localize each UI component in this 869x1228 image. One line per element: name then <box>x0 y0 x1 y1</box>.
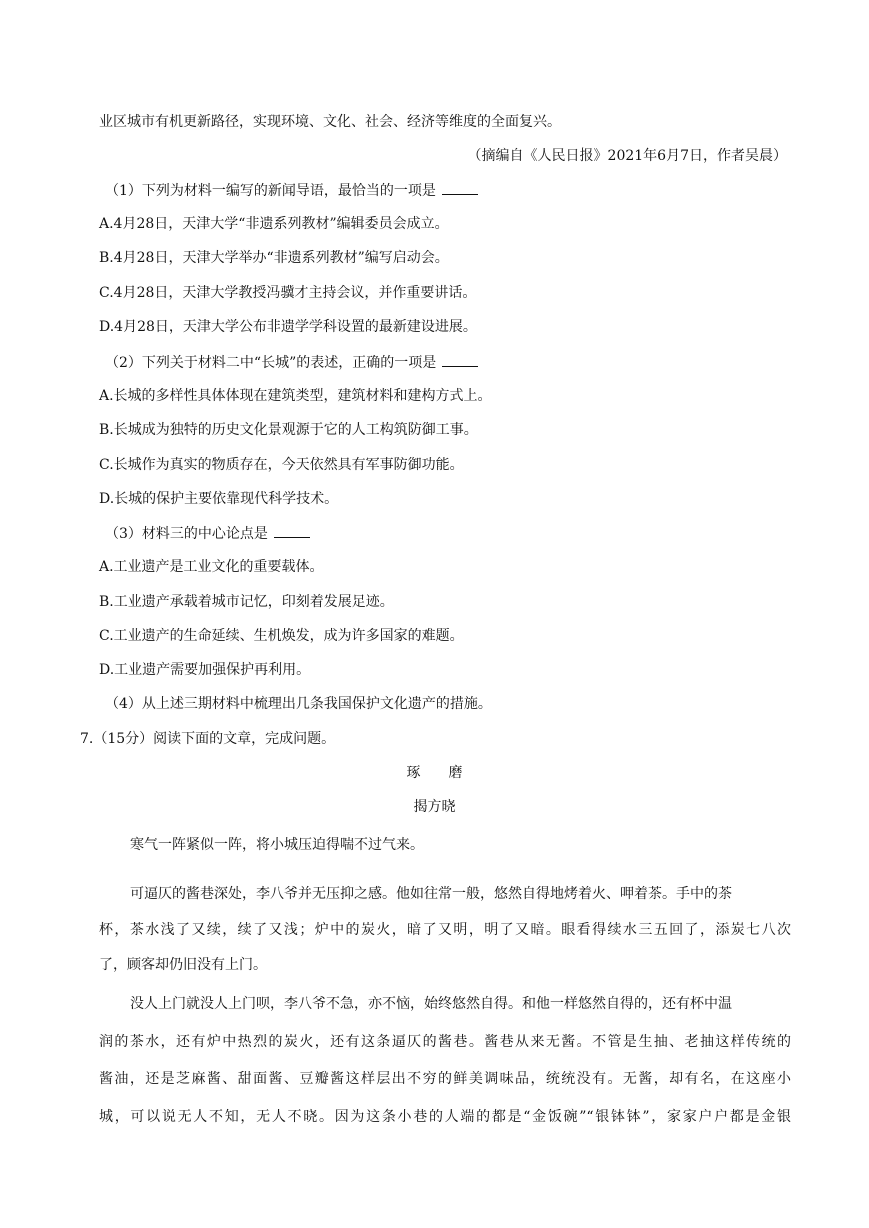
question-3-option-c: C.工业遗产的生命延续、生机焕发，成为许多国家的难题。 <box>99 628 464 644</box>
question-1-option-a: A.4月28日，天津大学“非遗系列教材”编辑委员会成立。 <box>99 216 449 232</box>
article-paragraph-line: 润的茶水，还有炉中热烈的炭火，还有这条逼仄的酱巷。酱巷从来无酱。不管是生抽、老抽这样传统的 <box>99 1034 791 1050</box>
question-1-stem <box>105 180 478 201</box>
article-paragraph-line: 可逼仄的酱巷深处，李八爷并无压抑之感。他如往常一般，悠然自得地烤着火、呷着茶。手中的茶 <box>130 886 732 902</box>
article-paragraph-line: 寒气一阵紧似一阵，将小城压迫得喘不过气来。 <box>130 837 424 853</box>
question-2-option-d: D.长城的保护主要依靠现代科学技术。 <box>99 491 339 507</box>
question-1-option-b: B.4月28日，天津大学举办“非遗系列教材”编写启动会。 <box>99 250 449 266</box>
question-3-option-b: B.工业遗产承载着城市记忆，印刻着发展足迹。 <box>99 594 394 610</box>
article-paragraph-line: 杯，茶水浅了又续，续了又浅；炉中的炭火，暗了又明，明了又暗。眼看得续水三五回了，添炭七八次 <box>99 922 791 938</box>
question-stem-text: （1）下列为材料一编写的新闻导语，最恰当的一项是 <box>105 183 436 199</box>
article-author: 揭方晓 <box>413 799 456 815</box>
question-3-option-d: D.工业遗产需要加强保护再利用。 <box>99 662 311 678</box>
question-stem-text: （2）下列关于材料二中“长城”的表述，正确的一项是 <box>105 355 437 371</box>
source-citation: （摘编自《人民日报》2021年6月7日，作者吴晨） <box>467 148 787 164</box>
article-paragraph-line: 了，顾客却仍旧没有上门。 <box>99 957 267 973</box>
question-2-stem <box>105 352 478 373</box>
question-2-option-a: A.长城的多样性具体体现在建筑类型，建筑材料和建构方式上。 <box>99 388 492 404</box>
answer-blank <box>274 523 310 538</box>
article-title: 琢 磨 <box>406 765 463 781</box>
question-stem-text: （3）材料三的中心论点是 <box>105 526 268 542</box>
question-1-option-d: D.4月28日，天津大学公布非遗学学科设置的最新建设进展。 <box>99 319 477 335</box>
article-paragraph-line: 城，可以说无人不知，无人不晓。因为这条小巷的人端的都是“金饭碗”“银钵钵”，家家户户都是金银 <box>99 1109 791 1125</box>
question-3-option-a: A.工业遗产是工业文化的重要载体。 <box>99 559 324 575</box>
question-7-heading: 7.（15分）阅读下面的文章，完成问题。 <box>80 731 336 747</box>
question-4-stem: （4）从上述三期材料中梳理出几条我国保护文化遗产的措施。 <box>105 696 492 712</box>
question-2-option-b: B.长城成为独特的历史文化景观源于它的人工构筑防御工事。 <box>99 422 478 438</box>
paragraph-line: 业区城市有机更新路径，实现环境、文化、社会、经济等维度的全面复兴。 <box>99 114 561 130</box>
article-paragraph-line: 酱油，还是芝麻酱、甜面酱、豆瓣酱这样层出不穷的鲜美调味品，统统没有。无酱，却有名，在这座小 <box>99 1071 791 1087</box>
question-1-option-c: C.4月28日，天津大学教授冯骥才主持会议，并作重要讲话。 <box>99 285 477 301</box>
question-3-stem <box>105 523 310 544</box>
answer-blank <box>442 180 478 195</box>
question-2-option-c: C.长城作为真实的物质存在，今天依然具有军事防御功能。 <box>99 457 464 473</box>
article-paragraph-line: 没人上门就没人上门呗，李八爷不急，亦不恼，始终悠然自得。和他一样悠然自得的，还有杯中温 <box>130 996 732 1012</box>
answer-blank <box>442 352 478 367</box>
